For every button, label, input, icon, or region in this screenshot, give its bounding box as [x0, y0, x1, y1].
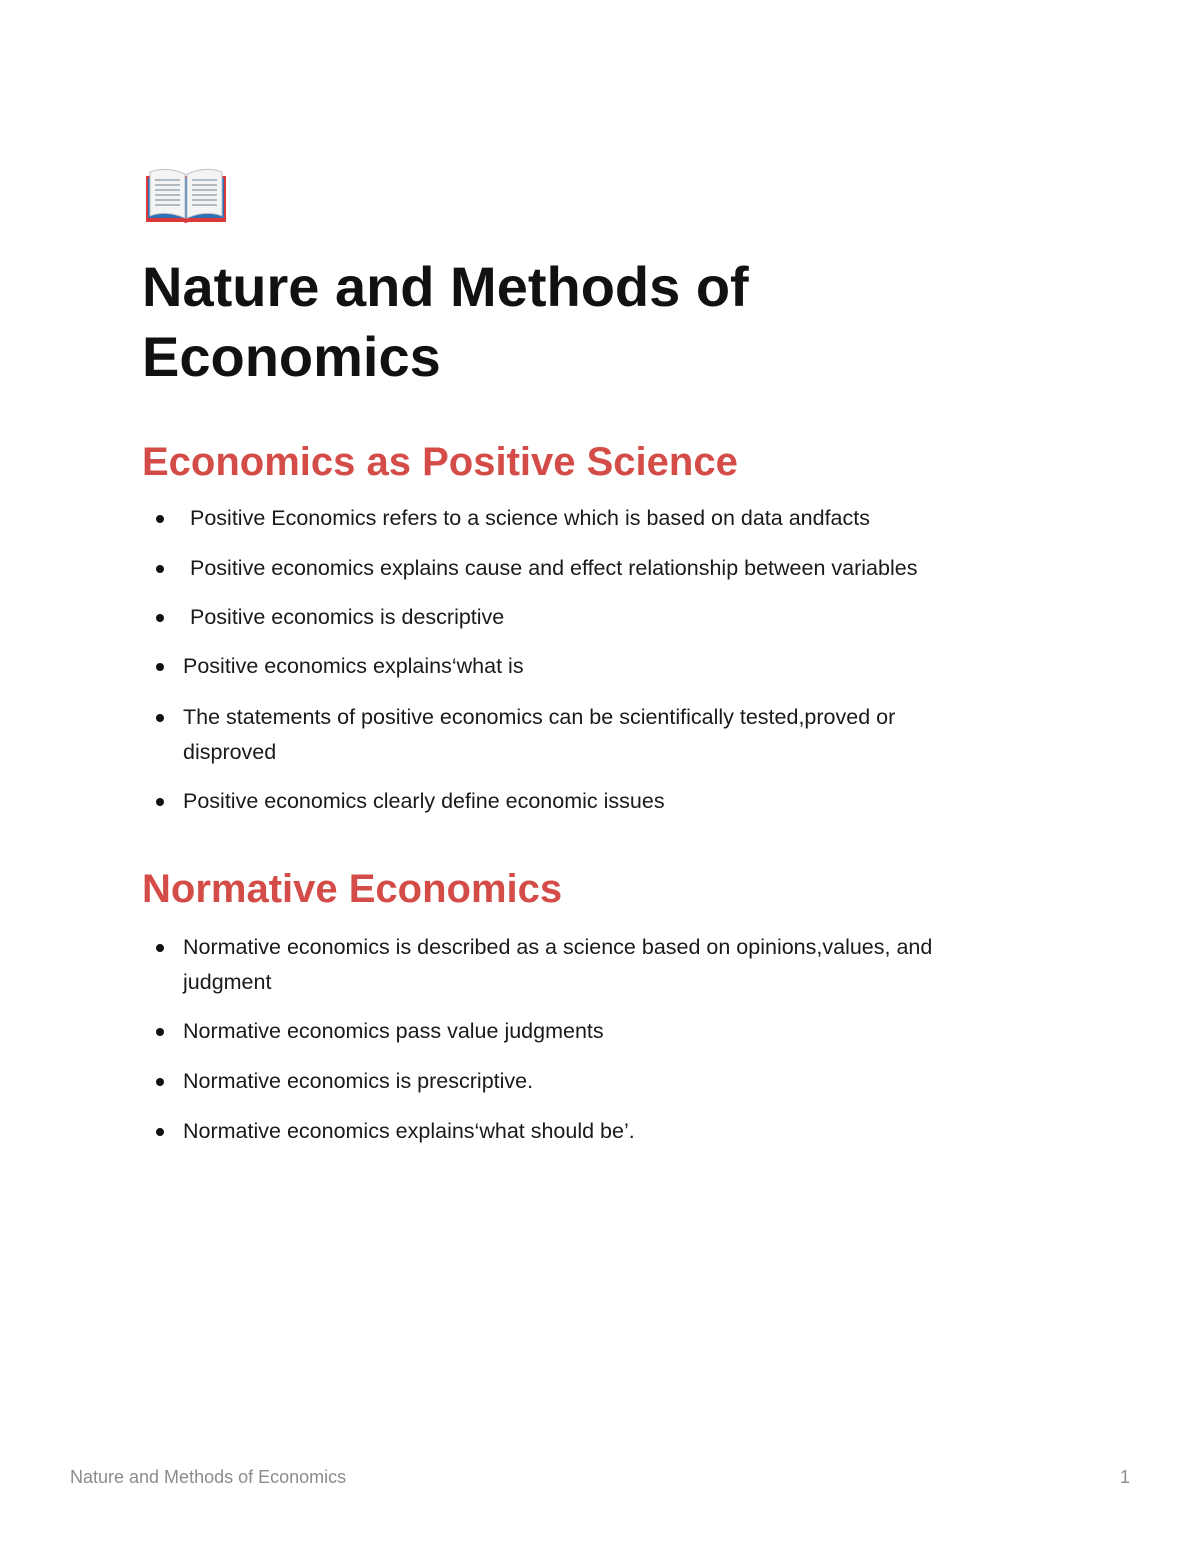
bullet-icon [156, 1078, 164, 1086]
list-item-text: Normative economics is prescriptive. [183, 1069, 534, 1093]
section-heading-normative-economics: Normative Economics [142, 867, 563, 911]
page-title: Nature and Methods of Economics [142, 255, 749, 388]
list-item-text: The statements of positive economics can be scientifically tested,proved or disproved [183, 705, 896, 764]
footer-document-title: Nature and Methods of Economics [70, 1467, 347, 1487]
footer-page-number: 1 [1119, 1467, 1130, 1487]
list-item-text: Positive economics explains cause and effect relationship between variables [190, 556, 918, 580]
list-item-text: Normative economics pass value judgments [183, 1019, 604, 1043]
bullet-icon [156, 798, 164, 806]
section-heading-positive-science: Economics as Positive Science [142, 440, 738, 484]
bullet-icon [156, 565, 164, 573]
bullet-icon [156, 1128, 164, 1136]
bullet-icon [156, 714, 164, 722]
bullet-icon [156, 614, 164, 622]
bullet-icon [156, 515, 164, 523]
bullet-icon [156, 663, 164, 671]
list-item-text: Positive economics is descriptive [190, 605, 505, 629]
open-book-icon [144, 166, 228, 224]
list-item-text: Normative economics is described as a science based on opinions,values, and judgment [183, 935, 933, 994]
bullet-icon [156, 1028, 164, 1036]
list-item-text: Positive economics clearly define economic issues [183, 789, 665, 813]
list-item-text: Positive Economics refers to a science which is based on data andfacts [190, 506, 870, 530]
list-item-text: Normative economics explains‘what should be’. [183, 1119, 635, 1143]
list-item-text: Positive economics explains‘what is [183, 654, 524, 678]
bullet-icon [156, 944, 164, 952]
